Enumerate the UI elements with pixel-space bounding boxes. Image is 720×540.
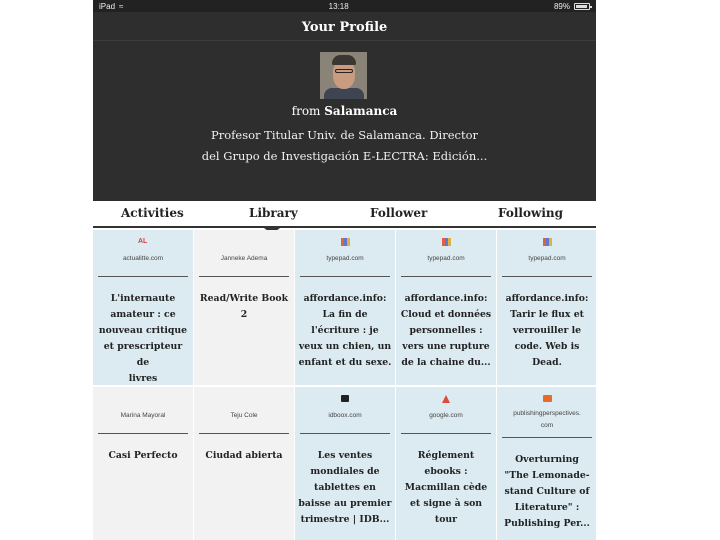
status-bar (93, 0, 596, 12)
library-card[interactable] (93, 387, 193, 540)
idboox-logo-icon (341, 395, 349, 402)
card-title-line: mondiales de (310, 466, 380, 477)
card-title (298, 448, 392, 528)
card-divider (199, 433, 289, 434)
card-title-line: Ciudad abierta (205, 450, 283, 461)
card-title-line: trimestre | IDB... (300, 514, 390, 525)
library-card[interactable] (396, 230, 496, 385)
avatar-hair (332, 55, 356, 65)
card-source: typepad.com (528, 255, 566, 262)
card-title (500, 452, 594, 532)
tab-library[interactable]: Library (249, 206, 298, 220)
card-title-line: vers une rupture (402, 341, 490, 352)
battery-icon (574, 3, 590, 10)
card-title-line: code. Web is (514, 341, 580, 352)
card-divider (98, 433, 188, 434)
ipad-screen (93, 0, 596, 540)
wifi-icon: ≈ (119, 1, 124, 11)
card-title (197, 448, 291, 464)
card-title-line: Dead. (532, 357, 562, 368)
card-title-line: tour (434, 514, 458, 525)
card-divider (502, 437, 592, 438)
tab-following[interactable]: Following (498, 206, 563, 220)
card-title-line: Les ventes (317, 450, 373, 461)
card-divider (401, 276, 491, 277)
card-divider (199, 276, 289, 277)
card-divider (300, 276, 390, 277)
library-grid (93, 230, 596, 540)
card-title (500, 291, 594, 371)
card-title-line: et prescripteur de (103, 341, 183, 368)
typepad-logo-icon (543, 238, 552, 246)
status-left (99, 2, 123, 11)
card-title-line: Overturning (515, 454, 579, 465)
card-source: Janneke Adema (220, 255, 268, 262)
location-line (93, 104, 596, 118)
card-divider (98, 276, 188, 277)
library-card[interactable] (295, 387, 395, 540)
card-title-line: Literature" : (514, 502, 580, 513)
card-source: actualitte.com (122, 255, 164, 262)
battery-percent: 89% (553, 1, 570, 11)
card-title-line: verrouiller le (512, 325, 582, 336)
card-title-line: La fin de (322, 309, 368, 320)
card-source: publishingperspectives. (513, 410, 581, 417)
bio-text (188, 125, 501, 167)
card-title-line: stand Culture of (504, 486, 590, 497)
card-source: idboox.com (328, 412, 362, 419)
card-title (197, 291, 291, 323)
nav-divider (93, 40, 596, 41)
library-card[interactable] (93, 230, 193, 385)
library-card[interactable] (497, 387, 596, 540)
card-title-line: et signe à son (409, 498, 483, 509)
card-title (298, 291, 392, 371)
library-card[interactable] (295, 230, 395, 385)
profile-header (93, 12, 596, 201)
card-title-line: Casi Perfecto (108, 450, 178, 461)
card-source: Marina Mayoral (120, 412, 166, 419)
card-title-line: L'internaute (110, 293, 176, 304)
card-source: typepad.com (427, 255, 465, 262)
card-title-line: livres (128, 373, 158, 384)
status-time: 13:18 (328, 1, 349, 11)
card-title (399, 448, 493, 528)
google-logo-icon (442, 395, 450, 403)
card-title-line: baisse au premier (298, 498, 392, 509)
card-title (399, 291, 493, 371)
card-title-line: affordance.info: (404, 293, 488, 304)
publishing-perspectives-logo-icon (543, 395, 552, 402)
card-source: com (540, 422, 554, 429)
card-divider (300, 433, 390, 434)
card-divider (502, 276, 592, 277)
library-card[interactable] (497, 230, 596, 385)
avatar-glasses (335, 69, 353, 73)
avatar-shirt (324, 88, 364, 99)
card-title-line: Macmillan cède (404, 482, 488, 493)
card-title-line: de la chaine du... (401, 357, 491, 368)
card-title-line: Réglement (417, 450, 475, 461)
bio-line: Profesor Titular Univ. de Salamanca. Director (210, 128, 479, 142)
card-title-line: nouveau critique (98, 325, 188, 336)
card-source: typepad.com (326, 255, 364, 262)
library-card[interactable] (396, 387, 496, 540)
typepad-logo-icon (442, 238, 451, 246)
card-title-line: Read/Write Book (199, 293, 289, 304)
card-title-line: Cloud et données (400, 309, 492, 320)
library-card[interactable] (194, 387, 294, 540)
tab-bar (93, 201, 596, 228)
card-title-line: tablettes en (314, 482, 376, 493)
card-title-line: veux un chien, un (298, 341, 392, 352)
card-title-line: Tarir le flux et (510, 309, 584, 320)
card-title-line: affordance.info: (505, 293, 589, 304)
card-title-line: l'écriture : je (311, 325, 379, 336)
library-card[interactable] (194, 230, 294, 385)
card-title-line: 2 (240, 309, 248, 320)
bio-line: del Grupo de Investigación E-LECTRA: Edición... (201, 149, 488, 163)
typepad-logo-icon (341, 238, 350, 246)
card-source: Teju Cole (230, 412, 258, 419)
location-prefix: from (291, 104, 321, 118)
card-title-line: Publishing Per... (504, 518, 590, 529)
card-title (96, 291, 190, 385)
card-title-line: amateur : ce (110, 309, 176, 320)
actualitte-logo-icon: AL (138, 238, 148, 245)
card-title-line: personnelles : (409, 325, 483, 336)
avatar[interactable] (320, 52, 367, 99)
device-name: iPad (99, 1, 116, 11)
card-title-line: ebooks : (424, 466, 468, 477)
card-title (96, 448, 190, 464)
card-title-line: affordance.info: (303, 293, 387, 304)
status-right (554, 2, 590, 11)
card-source: google.com (429, 412, 463, 419)
tab-follower[interactable]: Follower (370, 206, 428, 220)
card-title-line: enfant et du sexe. (298, 357, 392, 368)
location-name: Salamanca (324, 104, 398, 118)
card-divider (401, 433, 491, 434)
tab-activities[interactable]: Activities (121, 206, 184, 220)
page-title: Your Profile (301, 20, 388, 35)
card-title-line: "The Lemonade- (504, 470, 590, 481)
